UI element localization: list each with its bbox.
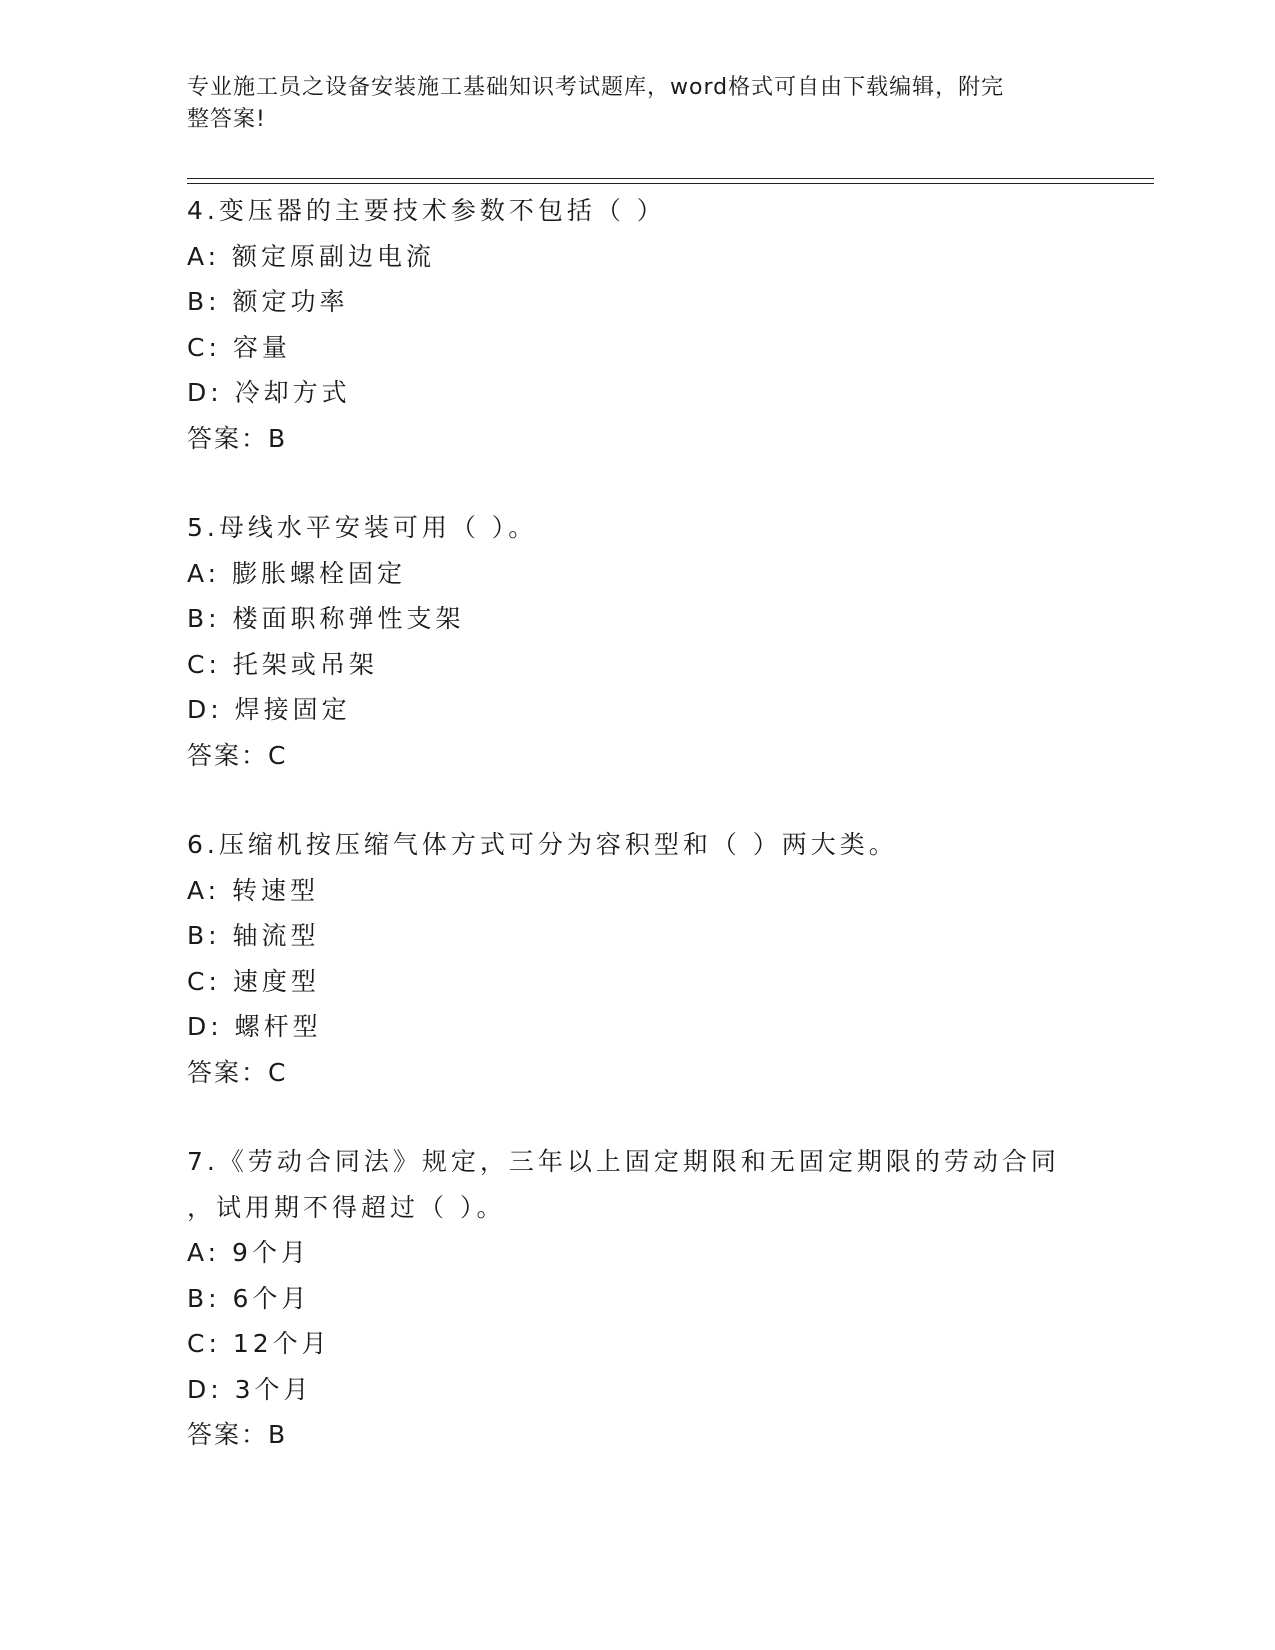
option-a: A: 额定原副边电流: [187, 241, 436, 271]
option-c: C: 容量: [187, 332, 291, 362]
question-5: [187, 505, 1087, 778]
question-list: [187, 188, 1087, 1502]
answer-line: 答案：B: [187, 423, 288, 453]
option-a: A: 膨胀螺栓固定: [187, 558, 407, 588]
intro-line-1: 专业施工员之设备安装施工基础知识考试题库，word格式可自由下载编辑，附完: [187, 75, 1005, 100]
intro-line-2: 整答案!: [187, 107, 266, 132]
option-b: B: 楼面职称弹性支架: [187, 604, 465, 633]
answer-line: 答案：C: [187, 740, 288, 770]
option-b: B: 额定功率: [187, 287, 349, 316]
option-d: D: 焊接固定: [187, 695, 351, 724]
question-7: [187, 1139, 1087, 1458]
option-a: A: 9个月: [187, 1238, 310, 1267]
question-stem: 4.变压器的主要技术参数不包括（ ）: [187, 196, 666, 225]
option-a: A: 转速型: [187, 875, 320, 905]
option-d: D: 螺杆型: [187, 1012, 322, 1041]
question-6: [187, 822, 1087, 1095]
option-b: B: 轴流型: [187, 921, 320, 950]
question-4: [187, 188, 1087, 461]
question-stem: 5.母线水平安装可用（ ）。: [187, 513, 538, 542]
divider-top: [187, 178, 1154, 179]
question-stem: 7.《劳动合同法》规定，三年以上固定期限和无固定期限的劳动合同: [187, 1147, 1060, 1176]
option-d: D: 冷却方式: [187, 378, 351, 407]
option-c: C: 12个月: [187, 1329, 331, 1358]
question-stem: 6.压缩机按压缩气体方式可分为容积型和（ ）两大类。: [187, 830, 898, 859]
option-d: D: 3个月: [187, 1374, 313, 1404]
answer-line: 答案：C: [187, 1057, 288, 1087]
option-c: C: 托架或吊架: [187, 649, 378, 679]
answer-line: 答案：B: [187, 1420, 288, 1449]
option-b: B: 6个月: [187, 1283, 311, 1313]
document-intro: [187, 72, 1067, 136]
divider-bottom: [187, 183, 1154, 184]
question-stem-continued: ，试用期不得超过（ ）。: [187, 1192, 506, 1222]
option-c: C: 速度型: [187, 966, 320, 996]
